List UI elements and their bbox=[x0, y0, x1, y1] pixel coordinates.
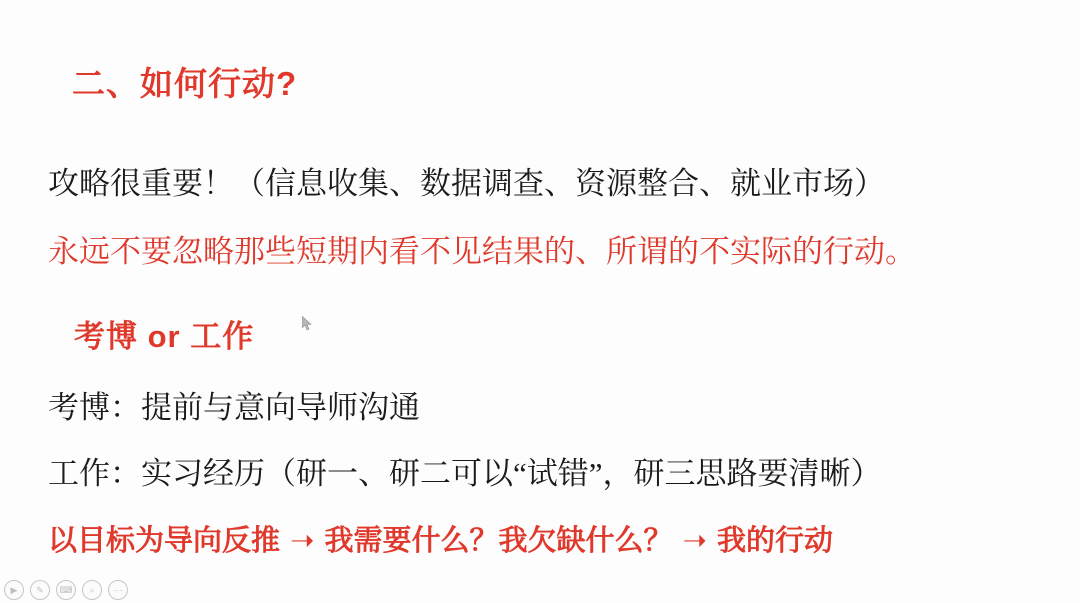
sub-heading: 考博 or 工作 bbox=[74, 319, 255, 354]
keyboard-icon[interactable]: ⌨ bbox=[56, 580, 76, 600]
pen-icon[interactable]: ✎ bbox=[30, 580, 50, 600]
body-line-4: 工作：实习经历（研一、研二可以“试错”，研三思路要清晰） bbox=[48, 456, 882, 491]
body-line-1: 攻略很重要！（信息收集、数据调查、资源整合、就业市场） bbox=[48, 166, 885, 201]
body-line-5: 以目标为导向反推 ➝ 我需要什么？我欠缺什么？ ➝ 我的行动 bbox=[48, 523, 833, 557]
play-icon[interactable]: ▶ bbox=[4, 580, 24, 600]
zoom-icon[interactable]: ⌕ bbox=[82, 580, 102, 600]
menu-icon[interactable]: ⋯ bbox=[108, 580, 128, 600]
player-toolbar[interactable] bbox=[4, 580, 128, 600]
body-line-2: 永远不要忽略那些短期内看不见结果的、所谓的不实际的行动。 bbox=[48, 234, 916, 269]
body-line-3: 考博：提前与意向导师沟通 bbox=[48, 390, 420, 425]
mouse-cursor-icon bbox=[302, 316, 310, 329]
section-heading: 二、如何行动? bbox=[72, 65, 298, 102]
